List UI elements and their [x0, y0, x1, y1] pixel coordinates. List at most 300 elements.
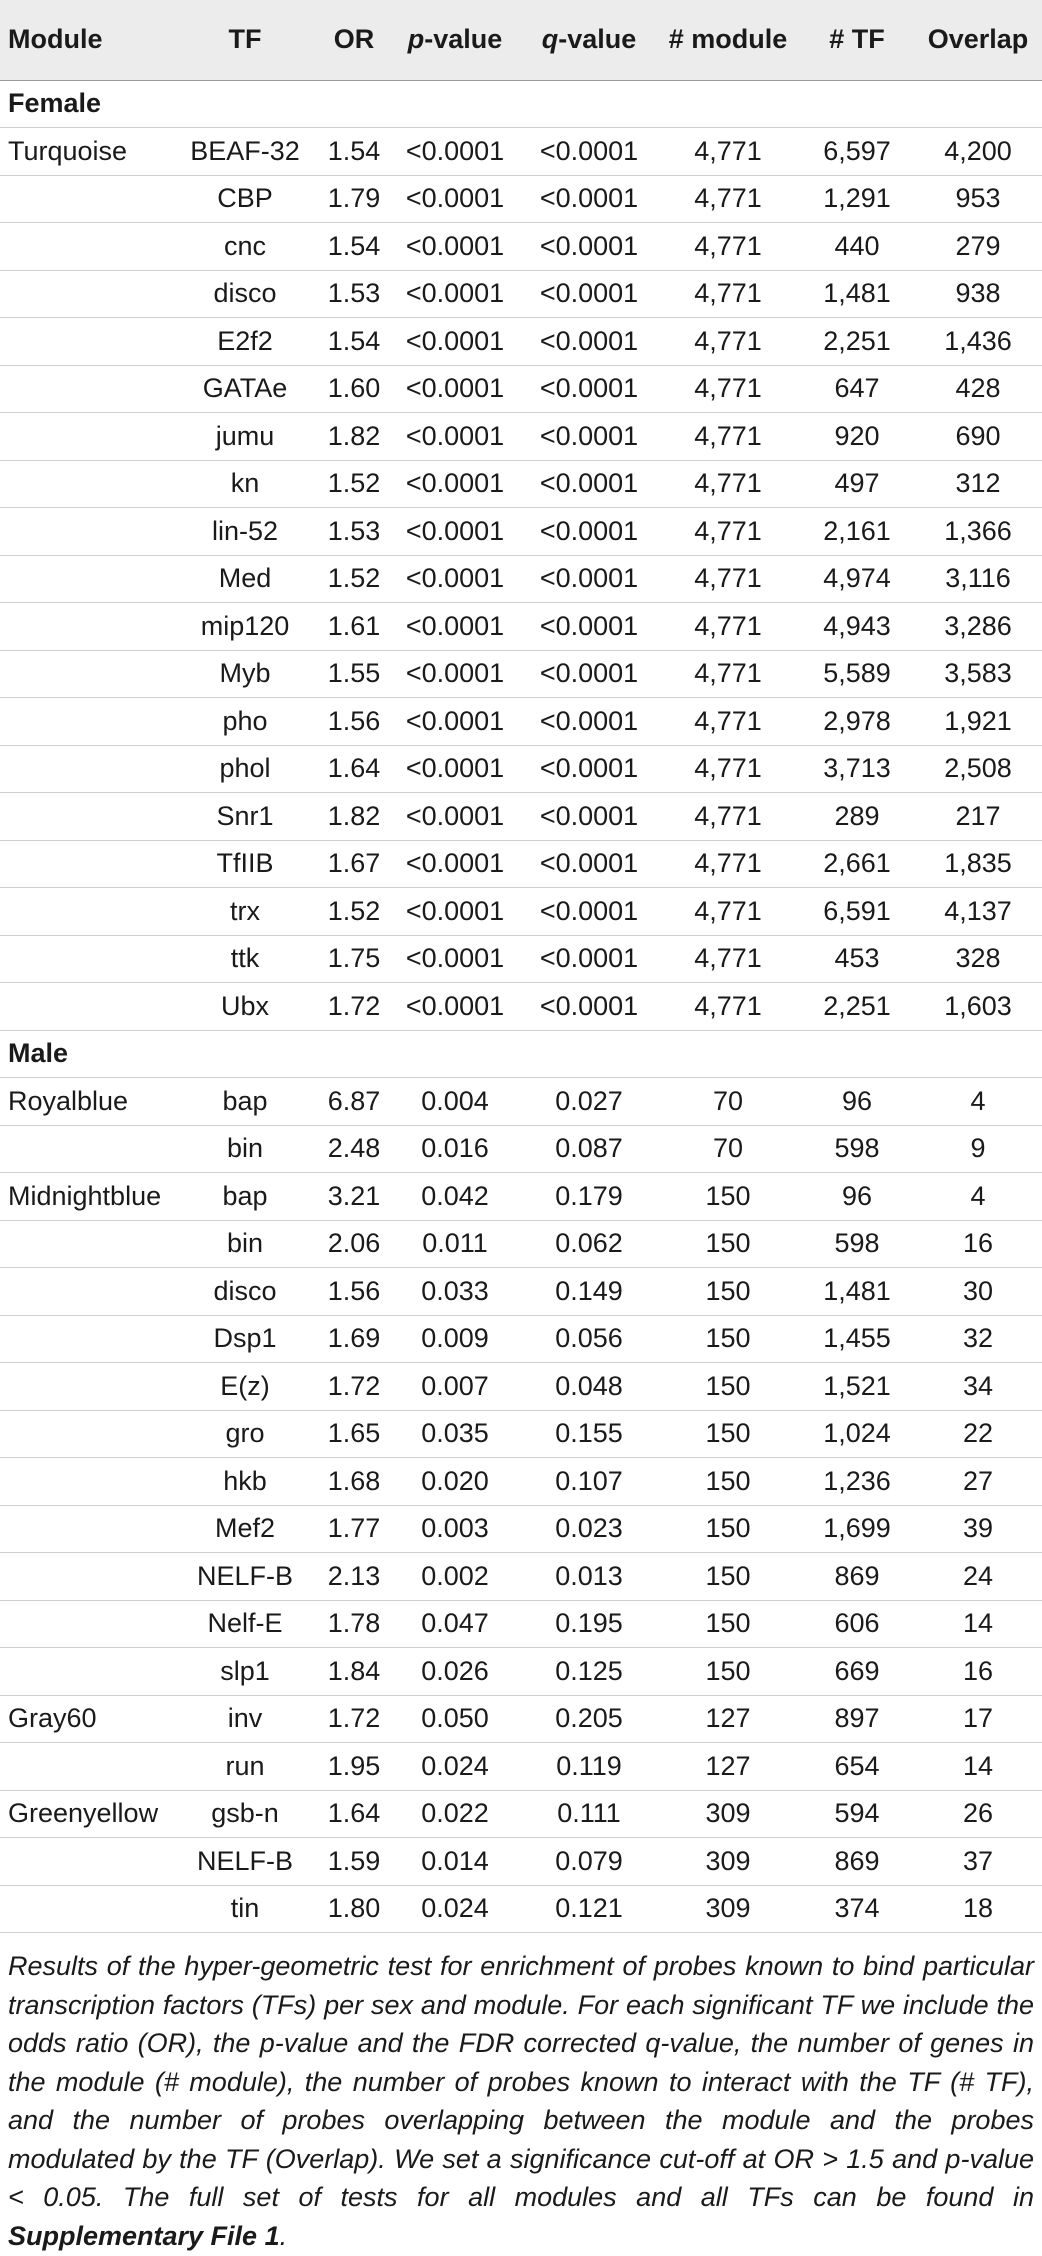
cell-or: 1.67	[320, 840, 388, 888]
cell-tf: Ubx	[170, 983, 320, 1031]
cell-overlap: 279	[914, 223, 1042, 271]
table-row	[0, 270, 1042, 318]
table-row	[0, 1173, 1042, 1221]
caption-text: Results of the hyper-geometric test for enrichment of probes known to bind particular transcription factors (TFs) per sex and module. For each significant TF we include the odds ratio (OR), the p-value and the FDR corrected q-value, the number of genes in the module (# module), the number of probes known to interact with the TF (# TF), and the number of probes overlapping between the module and the probes modulated by the TF (Overlap). We set a significance cut-off at OR > 1.5 and p-value < 0.05. The full set of tests for all modules and all TFs can be found in	[8, 1951, 1034, 2212]
cell-q-value: 0.195	[522, 1600, 656, 1648]
cell-q-value: <0.0001	[522, 365, 656, 413]
cell-q-value: 0.107	[522, 1458, 656, 1506]
cell-tf: Myb	[170, 650, 320, 698]
table-row	[0, 793, 1042, 841]
cell-module: Royalblue	[0, 1078, 170, 1126]
cell-module	[0, 1268, 170, 1316]
cell-p-value: <0.0001	[388, 365, 522, 413]
cell-or: 1.55	[320, 650, 388, 698]
cell-tf: disco	[170, 1268, 320, 1316]
cell-module	[0, 175, 170, 223]
table-row	[0, 1268, 1042, 1316]
cell-q-value: 0.023	[522, 1505, 656, 1553]
cell-module	[0, 1505, 170, 1553]
cell-module: Midnightblue	[0, 1173, 170, 1221]
supplementary-link[interactable]: Supplementary File 1	[8, 2220, 280, 2251]
cell-q-value: <0.0001	[522, 650, 656, 698]
cell-n-tf: 6,591	[800, 888, 914, 936]
cell-p-value: <0.0001	[388, 460, 522, 508]
cell-p-value: <0.0001	[388, 698, 522, 746]
cell-or: 1.80	[320, 1885, 388, 1933]
table-row	[0, 1410, 1042, 1458]
cell-n-tf: 654	[800, 1743, 914, 1791]
table-row	[0, 1363, 1042, 1411]
cell-n-tf: 6,597	[800, 128, 914, 176]
cell-p-value: 0.022	[388, 1790, 522, 1838]
cell-p-value: 0.007	[388, 1363, 522, 1411]
cell-or: 1.79	[320, 175, 388, 223]
cell-n-module: 4,771	[656, 888, 800, 936]
cell-tf: phol	[170, 745, 320, 793]
section-row	[0, 1030, 1042, 1078]
cell-p-value: <0.0001	[388, 128, 522, 176]
cell-overlap: 4,200	[914, 128, 1042, 176]
cell-n-tf: 4,974	[800, 555, 914, 603]
cell-n-tf: 920	[800, 413, 914, 461]
cell-overlap: 22	[914, 1410, 1042, 1458]
cell-q-value: <0.0001	[522, 935, 656, 983]
cell-p-value: <0.0001	[388, 935, 522, 983]
cell-q-value: 0.079	[522, 1838, 656, 1886]
cell-or: 1.82	[320, 793, 388, 841]
cell-overlap: 37	[914, 1838, 1042, 1886]
cell-tf: CBP	[170, 175, 320, 223]
cell-or: 1.54	[320, 223, 388, 271]
cell-overlap: 217	[914, 793, 1042, 841]
cell-q-value: 0.048	[522, 1363, 656, 1411]
cell-p-value: <0.0001	[388, 413, 522, 461]
table-row	[0, 508, 1042, 556]
table-row	[0, 413, 1042, 461]
table-row	[0, 1315, 1042, 1363]
cell-module	[0, 508, 170, 556]
cell-p-value: <0.0001	[388, 793, 522, 841]
cell-p-value: <0.0001	[388, 603, 522, 651]
cell-or: 1.52	[320, 888, 388, 936]
cell-or: 1.72	[320, 1363, 388, 1411]
cell-tf: TfIIB	[170, 840, 320, 888]
cell-p-value: <0.0001	[388, 175, 522, 223]
cell-overlap: 34	[914, 1363, 1042, 1411]
table-row	[0, 1078, 1042, 1126]
table-row	[0, 223, 1042, 271]
cell-n-module: 4,771	[656, 508, 800, 556]
cell-q-value: 0.087	[522, 1125, 656, 1173]
cell-overlap: 1,366	[914, 508, 1042, 556]
cell-tf: pho	[170, 698, 320, 746]
cell-n-tf: 96	[800, 1078, 914, 1126]
cell-module	[0, 840, 170, 888]
col-header-module: Module	[0, 0, 170, 80]
cell-tf: lin-52	[170, 508, 320, 556]
cell-q-value: <0.0001	[522, 270, 656, 318]
cell-n-tf: 497	[800, 460, 914, 508]
q-suffix: -value	[558, 24, 637, 55]
cell-overlap: 16	[914, 1648, 1042, 1696]
cell-overlap: 428	[914, 365, 1042, 413]
cell-n-module: 4,771	[656, 935, 800, 983]
cell-q-value: <0.0001	[522, 793, 656, 841]
cell-n-module: 150	[656, 1268, 800, 1316]
cell-or: 1.53	[320, 508, 388, 556]
cell-or: 1.75	[320, 935, 388, 983]
cell-q-value: <0.0001	[522, 318, 656, 366]
cell-n-module: 150	[656, 1363, 800, 1411]
cell-overlap: 3,116	[914, 555, 1042, 603]
cell-q-value: 0.149	[522, 1268, 656, 1316]
table-row	[0, 983, 1042, 1031]
cell-n-tf: 2,251	[800, 983, 914, 1031]
cell-n-module: 4,771	[656, 460, 800, 508]
cell-p-value: <0.0001	[388, 318, 522, 366]
cell-tf: gro	[170, 1410, 320, 1458]
cell-n-tf: 289	[800, 793, 914, 841]
cell-n-module: 150	[656, 1648, 800, 1696]
caption-end: .	[279, 2220, 288, 2251]
cell-n-tf: 1,481	[800, 1268, 914, 1316]
cell-or: 2.48	[320, 1125, 388, 1173]
cell-tf: BEAF-32	[170, 128, 320, 176]
cell-n-module: 309	[656, 1885, 800, 1933]
table-row	[0, 1220, 1042, 1268]
cell-tf: E2f2	[170, 318, 320, 366]
cell-overlap: 17	[914, 1695, 1042, 1743]
cell-q-value: <0.0001	[522, 175, 656, 223]
cell-q-value: 0.062	[522, 1220, 656, 1268]
col-header-p-value	[388, 0, 522, 80]
cell-p-value: 0.024	[388, 1743, 522, 1791]
table-body	[0, 80, 1042, 1933]
cell-p-value: <0.0001	[388, 888, 522, 936]
cell-n-tf: 1,455	[800, 1315, 914, 1363]
cell-overlap: 9	[914, 1125, 1042, 1173]
cell-q-value: <0.0001	[522, 223, 656, 271]
cell-n-tf: 2,161	[800, 508, 914, 556]
cell-q-value: <0.0001	[522, 460, 656, 508]
cell-n-module: 150	[656, 1553, 800, 1601]
table-row	[0, 1458, 1042, 1506]
table-row	[0, 1743, 1042, 1791]
table-caption	[8, 1947, 1034, 2255]
cell-overlap: 328	[914, 935, 1042, 983]
cell-n-tf: 897	[800, 1695, 914, 1743]
cell-tf: E(z)	[170, 1363, 320, 1411]
cell-n-tf: 598	[800, 1220, 914, 1268]
cell-n-module: 4,771	[656, 840, 800, 888]
cell-module	[0, 1458, 170, 1506]
cell-tf: disco	[170, 270, 320, 318]
cell-n-module: 150	[656, 1410, 800, 1458]
cell-or: 1.82	[320, 413, 388, 461]
cell-module	[0, 1220, 170, 1268]
cell-n-module: 4,771	[656, 223, 800, 271]
cell-module	[0, 935, 170, 983]
table-row	[0, 128, 1042, 176]
cell-overlap: 1,921	[914, 698, 1042, 746]
cell-module	[0, 223, 170, 271]
cell-tf: slp1	[170, 1648, 320, 1696]
cell-n-module: 127	[656, 1743, 800, 1791]
cell-q-value: 0.013	[522, 1553, 656, 1601]
table-row	[0, 650, 1042, 698]
cell-tf: gsb-n	[170, 1790, 320, 1838]
cell-n-module: 4,771	[656, 555, 800, 603]
cell-or: 1.56	[320, 1268, 388, 1316]
col-header-overlap: Overlap	[914, 0, 1042, 80]
cell-p-value: 0.003	[388, 1505, 522, 1553]
cell-overlap: 39	[914, 1505, 1042, 1553]
cell-n-tf: 869	[800, 1553, 914, 1601]
cell-or: 1.54	[320, 128, 388, 176]
cell-n-module: 150	[656, 1315, 800, 1363]
cell-tf: NELF-B	[170, 1553, 320, 1601]
table-row	[0, 935, 1042, 983]
cell-n-tf: 3,713	[800, 745, 914, 793]
cell-overlap: 1,436	[914, 318, 1042, 366]
cell-q-value: <0.0001	[522, 555, 656, 603]
table-row	[0, 365, 1042, 413]
cell-n-module: 4,771	[656, 983, 800, 1031]
cell-q-value: <0.0001	[522, 413, 656, 461]
cell-p-value: 0.050	[388, 1695, 522, 1743]
cell-q-value: 0.205	[522, 1695, 656, 1743]
cell-or: 1.65	[320, 1410, 388, 1458]
cell-n-tf: 5,589	[800, 650, 914, 698]
cell-tf: Nelf-E	[170, 1600, 320, 1648]
cell-n-module: 4,771	[656, 365, 800, 413]
cell-or: 1.56	[320, 698, 388, 746]
cell-tf: jumu	[170, 413, 320, 461]
cell-overlap: 27	[914, 1458, 1042, 1506]
table-row	[0, 1838, 1042, 1886]
cell-n-tf: 1,521	[800, 1363, 914, 1411]
cell-tf: Mef2	[170, 1505, 320, 1553]
cell-module	[0, 888, 170, 936]
cell-module	[0, 413, 170, 461]
col-header-or: OR	[320, 0, 388, 80]
cell-p-value: <0.0001	[388, 223, 522, 271]
cell-q-value: <0.0001	[522, 840, 656, 888]
cell-module: Turquoise	[0, 128, 170, 176]
cell-n-tf: 374	[800, 1885, 914, 1933]
cell-q-value: 0.121	[522, 1885, 656, 1933]
cell-overlap: 1,603	[914, 983, 1042, 1031]
cell-or: 1.72	[320, 983, 388, 1031]
cell-q-value: 0.027	[522, 1078, 656, 1126]
cell-n-tf: 96	[800, 1173, 914, 1221]
cell-or: 1.78	[320, 1600, 388, 1648]
cell-q-value: <0.0001	[522, 888, 656, 936]
cell-p-value: 0.024	[388, 1885, 522, 1933]
table-row	[0, 745, 1042, 793]
cell-q-value: <0.0001	[522, 508, 656, 556]
cell-p-value: <0.0001	[388, 270, 522, 318]
cell-q-value: 0.119	[522, 1743, 656, 1791]
cell-tf: hkb	[170, 1458, 320, 1506]
cell-overlap: 1,835	[914, 840, 1042, 888]
table-row	[0, 1695, 1042, 1743]
cell-n-module: 127	[656, 1695, 800, 1743]
cell-q-value: <0.0001	[522, 603, 656, 651]
cell-n-tf: 1,024	[800, 1410, 914, 1458]
p-suffix: -value	[424, 24, 503, 55]
cell-overlap: 4,137	[914, 888, 1042, 936]
cell-tf: bap	[170, 1173, 320, 1221]
cell-overlap: 3,286	[914, 603, 1042, 651]
cell-n-tf: 647	[800, 365, 914, 413]
cell-q-value: <0.0001	[522, 745, 656, 793]
q-symbol: q	[541, 24, 559, 55]
table-row	[0, 555, 1042, 603]
cell-p-value: 0.011	[388, 1220, 522, 1268]
cell-or: 1.59	[320, 1838, 388, 1886]
cell-overlap: 4	[914, 1078, 1042, 1126]
cell-module	[0, 1363, 170, 1411]
cell-tf: inv	[170, 1695, 320, 1743]
cell-module	[0, 270, 170, 318]
cell-n-tf: 1,699	[800, 1505, 914, 1553]
cell-or: 2.06	[320, 1220, 388, 1268]
cell-or: 1.53	[320, 270, 388, 318]
cell-n-tf: 1,291	[800, 175, 914, 223]
cell-module	[0, 1553, 170, 1601]
cell-or: 3.21	[320, 1173, 388, 1221]
cell-or: 1.95	[320, 1743, 388, 1791]
cell-n-module: 4,771	[656, 793, 800, 841]
cell-or: 1.64	[320, 745, 388, 793]
cell-or: 1.68	[320, 1458, 388, 1506]
cell-n-module: 4,771	[656, 270, 800, 318]
cell-p-value: <0.0001	[388, 508, 522, 556]
cell-n-module: 309	[656, 1838, 800, 1886]
cell-n-module: 4,771	[656, 318, 800, 366]
cell-n-module: 70	[656, 1125, 800, 1173]
table-row	[0, 175, 1042, 223]
cell-n-tf: 2,251	[800, 318, 914, 366]
cell-n-tf: 1,481	[800, 270, 914, 318]
cell-module	[0, 603, 170, 651]
cell-overlap: 30	[914, 1268, 1042, 1316]
cell-tf: ttk	[170, 935, 320, 983]
cell-p-value: <0.0001	[388, 650, 522, 698]
cell-n-tf: 594	[800, 1790, 914, 1838]
cell-n-module: 150	[656, 1600, 800, 1648]
section-row	[0, 80, 1042, 128]
cell-module	[0, 1410, 170, 1458]
cell-tf: bin	[170, 1125, 320, 1173]
cell-p-value: 0.035	[388, 1410, 522, 1458]
cell-or: 1.84	[320, 1648, 388, 1696]
cell-n-module: 150	[656, 1173, 800, 1221]
cell-overlap: 16	[914, 1220, 1042, 1268]
cell-tf: kn	[170, 460, 320, 508]
cell-module	[0, 460, 170, 508]
cell-n-module: 4,771	[656, 745, 800, 793]
table-row	[0, 603, 1042, 651]
cell-module	[0, 1315, 170, 1363]
cell-tf: mip120	[170, 603, 320, 651]
cell-p-value: 0.009	[388, 1315, 522, 1363]
cell-q-value: 0.155	[522, 1410, 656, 1458]
cell-module	[0, 745, 170, 793]
p-symbol: p	[407, 24, 425, 55]
cell-p-value: 0.042	[388, 1173, 522, 1221]
cell-overlap: 690	[914, 413, 1042, 461]
cell-module: Greenyellow	[0, 1790, 170, 1838]
cell-module	[0, 650, 170, 698]
cell-module	[0, 1743, 170, 1791]
cell-module	[0, 1648, 170, 1696]
cell-or: 6.87	[320, 1078, 388, 1126]
table-row	[0, 1600, 1042, 1648]
cell-n-module: 4,771	[656, 175, 800, 223]
cell-overlap: 312	[914, 460, 1042, 508]
cell-module	[0, 318, 170, 366]
cell-n-tf: 453	[800, 935, 914, 983]
cell-overlap: 26	[914, 1790, 1042, 1838]
col-header-q-value	[522, 0, 656, 80]
cell-q-value: 0.111	[522, 1790, 656, 1838]
cell-q-value: <0.0001	[522, 983, 656, 1031]
cell-n-module: 150	[656, 1220, 800, 1268]
section-label: Male	[0, 1030, 1042, 1078]
cell-p-value: <0.0001	[388, 745, 522, 793]
cell-or: 1.60	[320, 365, 388, 413]
col-header-n-module: # module	[656, 0, 800, 80]
cell-tf: trx	[170, 888, 320, 936]
cell-module	[0, 983, 170, 1031]
cell-module	[0, 555, 170, 603]
cell-module	[0, 1125, 170, 1173]
cell-module	[0, 793, 170, 841]
cell-n-module: 4,771	[656, 603, 800, 651]
table-row	[0, 888, 1042, 936]
cell-n-module: 4,771	[656, 698, 800, 746]
cell-module	[0, 1885, 170, 1933]
table-row	[0, 840, 1042, 888]
cell-or: 1.72	[320, 1695, 388, 1743]
cell-overlap: 4	[914, 1173, 1042, 1221]
cell-p-value: 0.020	[388, 1458, 522, 1506]
cell-module	[0, 365, 170, 413]
cell-n-tf: 4,943	[800, 603, 914, 651]
cell-tf: run	[170, 1743, 320, 1791]
cell-overlap: 18	[914, 1885, 1042, 1933]
cell-q-value: 0.125	[522, 1648, 656, 1696]
cell-or: 1.61	[320, 603, 388, 651]
cell-module	[0, 1838, 170, 1886]
cell-tf: tin	[170, 1885, 320, 1933]
cell-p-value: 0.004	[388, 1078, 522, 1126]
cell-n-module: 4,771	[656, 128, 800, 176]
cell-tf: NELF-B	[170, 1838, 320, 1886]
header-row	[0, 0, 1042, 80]
cell-n-tf: 606	[800, 1600, 914, 1648]
cell-p-value: <0.0001	[388, 840, 522, 888]
cell-tf: Snr1	[170, 793, 320, 841]
table-row	[0, 318, 1042, 366]
cell-module	[0, 1600, 170, 1648]
cell-n-tf: 2,978	[800, 698, 914, 746]
cell-overlap: 953	[914, 175, 1042, 223]
cell-n-module: 150	[656, 1458, 800, 1506]
cell-p-value: 0.014	[388, 1838, 522, 1886]
